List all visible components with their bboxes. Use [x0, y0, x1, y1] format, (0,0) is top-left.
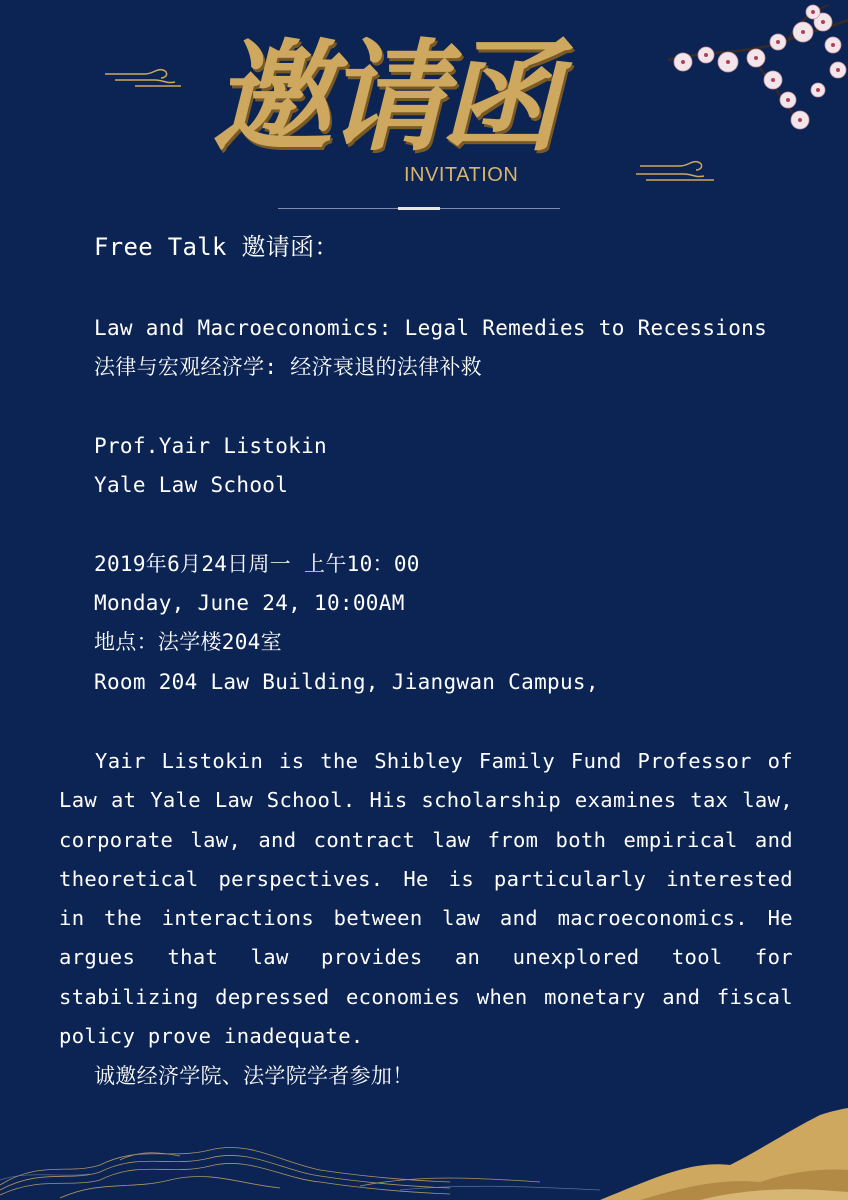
- cloud-swirl-icon: [105, 66, 185, 88]
- speaker-affiliation: Yale Law School: [94, 473, 289, 497]
- speaker-bio-text: Yair Listokin is the Shibley Family Fund Professor of Law at Yale Law School. His scholarship examines tax law, corporate law, and contract law from both empirical and theoretical perspectives. He is particularly interested in the interactions between law and macroeconomics. He argues that law provides an unexplored tool for stabilizing depressed economies when monetary and fiscal policy prove inadequate.: [59, 749, 793, 1049]
- title-english: INVITATION: [404, 164, 519, 186]
- title-chinese: 邀请函: [212, 27, 554, 168]
- divider-accent: [398, 207, 440, 210]
- topic-chinese: 法律与宏观经济学: 经济衰退的法律补救: [94, 355, 482, 379]
- date-english: Monday, June 24, 10:00AM: [94, 591, 405, 615]
- date-chinese: 2019年6月24日周一 上午10：00: [94, 552, 420, 576]
- cloud-swirl-icon: [636, 160, 716, 182]
- heading: Free Talk 邀请函：: [94, 233, 339, 261]
- location-english: Room 204 Law Building, Jiangwan Campus,: [94, 670, 599, 694]
- plum-blossom-branch-icon: [628, 0, 848, 150]
- closing-invitation: 诚邀经济学院、法学院学者参加！: [94, 1064, 414, 1088]
- speaker-bio: [59, 742, 793, 1056]
- speaker-name: Prof.Yair Listokin: [94, 434, 327, 458]
- location-chinese: 地点：法学楼204室: [94, 630, 282, 654]
- topic-english: Law and Macroeconomics: Legal Remedies to Recessions: [94, 316, 768, 340]
- mountain-waves-decoration: [0, 1090, 848, 1200]
